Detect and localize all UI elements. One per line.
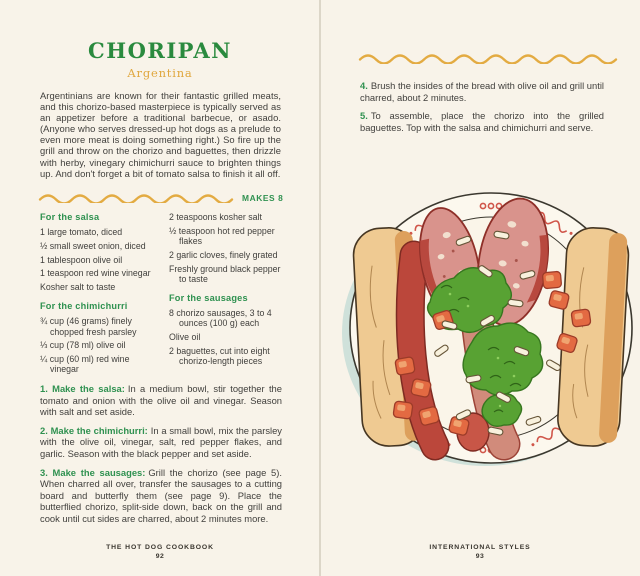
recipe-step [40,383,282,418]
step-text: Grill the chorizo (see page 5). When charred all over, transfer the sausages to a cutting board and butterfly them (see page 9). Place the butterflied chorizo, split-side down, back on the grill and cook until cut sides are charred, about 2 minutes more. [40,466,282,524]
ingredient-item: Kosher salt to taste [40,282,116,293]
makes-row [38,193,284,203]
ingredient-item: 1 large tomato, diced [40,227,123,237]
ingredient-item: 2 baguettes, cut into eight chorizo-length pieces [169,345,270,366]
section-title: INTERNATIONAL STYLES [429,544,531,551]
book-title: THE HOT DOG COOKBOOK [106,544,214,551]
recipe-intro: Argentinians are known for their fantastic grilled meats, and this chorizo-based masterpiece is typically served as an appetizer before a traditional barbecue, or asado. (Anyone who serves dressed-up hot dogs as a prelude to even more meat is doing something right.) So fire up the grill and throw on the chorizo and baguettes, then drizzle with herby, vinegary chimichurri sauce to brighten things up. And don't forget a bit of tomato salsa to finish it all off. [40,90,281,179]
ingredient-item: 2 garlic cloves, finely grated [169,249,278,260]
ingredient-item: 1 tablespoon olive oil [40,254,123,265]
wavy-divider-icon [38,193,234,203]
step-lead: 1. Make the salsa: [40,383,125,394]
makes-badge: MAKES 8 [242,193,284,203]
step-text: In a medium bowl, stir together the tomato and onion with the olive oil and vinegar. Season with salt and set aside. [40,383,282,418]
step-lead: 5. [360,110,368,122]
page-number: 93 [475,553,485,560]
wavy-divider-icon [358,52,620,64]
ingredient-heading: For the sausages [169,293,248,303]
ingredient-item: 1 teaspoon red wine vinegar [40,268,151,279]
ingredient-item: ¾ cup (46 grams) finely chopped fresh parsley [40,316,137,337]
step-lead: 4. [360,80,368,91]
right-page [320,0,640,576]
ingredient-heading: For the chimichurri [40,301,128,312]
recipe-step [40,467,282,525]
ingredient-item: ¼ cup (60 ml) red wine vinegar [40,354,130,375]
right-page-footer [320,544,640,560]
recipe-step [360,80,604,103]
page-number: 92 [155,553,165,560]
recipe-step [360,110,604,133]
ingredient-item: ⅓ cup (78 ml) olive oil [40,340,126,351]
ingredient-column-2 [169,212,288,378]
ingredient-block-salsa [40,212,159,292]
left-page-footer [0,544,320,560]
ingredient-item: ½ small sweet onion, diced [40,240,146,251]
step-lead: 2. Make the chimichurri: [40,424,148,436]
ingredient-lists [40,212,288,378]
ingredient-block-chimichurri [40,301,159,374]
ingredient-block-chimichurri-continued [169,212,288,284]
recipe-steps-continued [360,80,604,140]
ingredient-column-1 [40,212,159,378]
step-text: To assemble, place the chorizo into the grilled baguettes. Top with the salsa and chimichurri and serve. [360,110,604,133]
recipe-steps [40,383,282,532]
ingredient-block-sausages [169,293,288,366]
recipe-title: CHORIPAN [88,38,232,63]
ingredient-heading: For the salsa [40,212,100,222]
step-lead: 3. Make the sausages: [40,466,146,478]
ingredient-item: Freshly ground black pepper to taste [169,263,281,284]
ingredient-item: 2 teaspoons kosher salt [169,212,262,222]
choripan-plate-illustration [338,180,638,472]
step-text: Brush the insides of the bread with olive oil and grill until charred, about 2 minutes. [360,80,604,103]
ingredient-item: Olive oil [169,332,201,342]
ingredient-item: 8 chorizo sausages, 3 to 4 ounces (100 g) each [169,308,272,329]
recipe-country: Argentina [127,66,193,80]
recipe-step [40,425,282,460]
ingredient-item: ½ teaspoon hot red pepper flakes [169,225,275,246]
step-text: In a small bowl, mix the parsley with the olive oil, vinegar, salt, red pepper flakes, and garlic. Season with the black pepper and set aside. [40,424,282,459]
